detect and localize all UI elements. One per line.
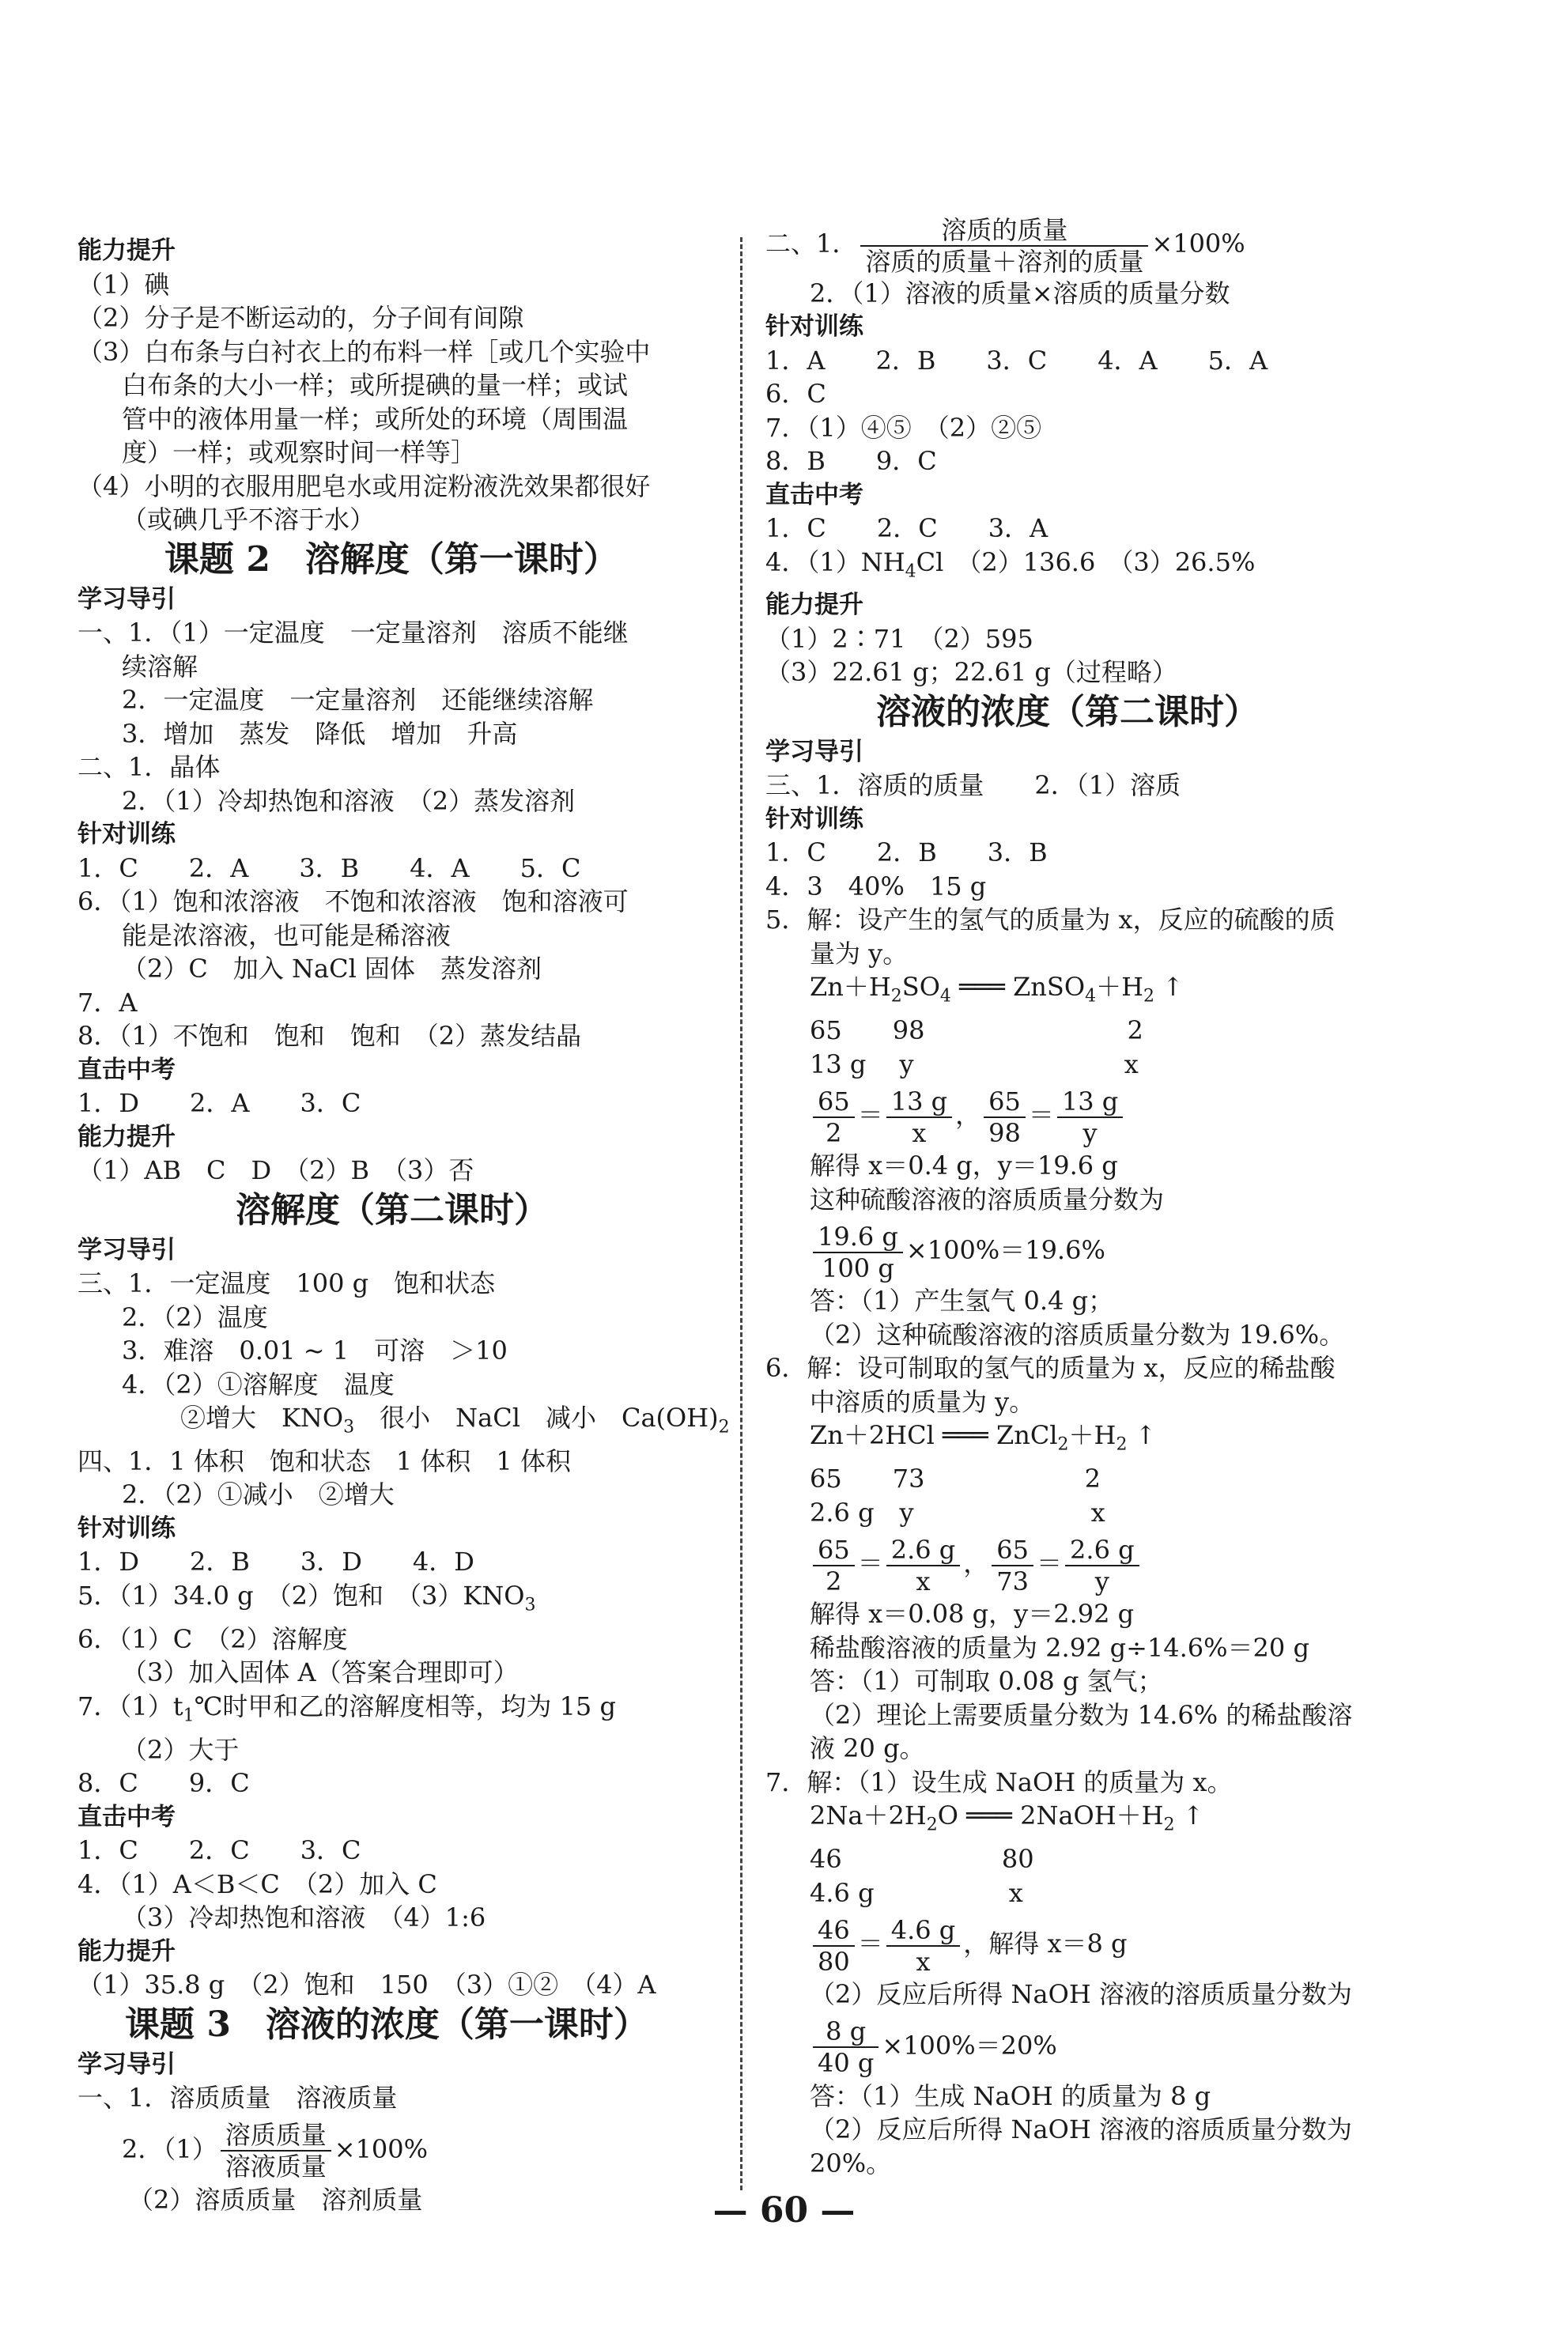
answer-line: 中溶质的质量为 y。 <box>810 1386 1035 1417</box>
lesson-title: 课题 2 溶解度（第一课时） <box>164 538 618 580</box>
answer-line: 续溶解 <box>122 651 198 682</box>
answer-line: 4．$(1)NH_4Cl$ （2）136.6 （3）26.5% <box>765 546 1256 581</box>
answer-line: 1．D 2．A 3．C <box>77 1088 361 1118</box>
section-heading: 直击中考 <box>77 1802 176 1831</box>
answer-line: 一、1．（1）一定温度 一定量溶剂 溶质不能继 <box>77 618 629 648</box>
answer-line: 46 80 <box>810 1844 1034 1875</box>
answer-line: 1．A 2．B 3．C 4．A 5．A <box>765 345 1268 376</box>
equation-line: $Zn+H_2SO_4$ ═══ $ZnSO_4+H_2$ ↑ <box>810 972 1184 1007</box>
fraction: $\frac{46}{80}$ <box>813 1915 855 1977</box>
answer-line: 能是浓溶液，也可能是稀溶液 <box>122 920 452 950</box>
answer-line: （3）加入固体 A（答案合理即可） <box>122 1657 519 1688</box>
answer-line: 3．难溶 0.01 ~ 1 可溶 ＞10 <box>122 1336 508 1366</box>
section-heading: 能力提升 <box>77 1122 176 1151</box>
section-heading: 能力提升 <box>77 236 176 265</box>
answer-line: （2）C 加入 NaCl 固体 蒸发溶剂 <box>122 954 542 984</box>
answer-line: 稀盐酸溶液的质量为 2.92 g÷14.6%＝20 g <box>810 1632 1309 1663</box>
answer-line: 答：（1）可制取 0.08 g 氢气； <box>810 1666 1163 1697</box>
answer-line: 20%。 <box>810 2148 892 2178</box>
fraction: $\frac{2.6 g}{x}$ <box>886 1535 961 1596</box>
answer-line: （2）这种硫酸溶液的溶质质量分数为 19.6%。 <box>810 1319 1345 1350</box>
answer-line: 1．D 2．B 3．D 4．D <box>77 1547 474 1577</box>
answer-line: 5．（1）34.0 g （2）饱和 $(3)KNO_3$ <box>77 1580 536 1615</box>
answer-line: 8．C 9．C <box>77 1768 250 1799</box>
fraction: $\frac{13 g}{y}$ <box>1057 1086 1123 1148</box>
answer-line: （4）小明的衣服用肥皂水或用淀粉液洗效果都很好 <box>77 470 651 501</box>
answer-line: 2．一定温度 一定量溶剂 还能继续溶解 <box>122 685 594 715</box>
answer-line: 管中的液体用量一样；或所处的环境（周围温 <box>122 403 629 434</box>
formula-line: $\frac{46}{80}$ ＝ $\frac{4.6 g}{x}$ ，解得 x＝8 g <box>765 1910 1477 1978</box>
answer-line: 13 g y x <box>810 1048 1139 1079</box>
formula-line: 二、1． $\frac{\text{溶质的质量}}{\text{溶质的质量＋溶剂的质量}}$ ×100% <box>765 214 1245 277</box>
section-heading: 直击中考 <box>77 1055 176 1084</box>
answer-line: 4．（1）A＜B＜C （2）加入 C <box>77 1868 437 1899</box>
section-heading: 针对训练 <box>77 1513 176 1543</box>
answer-line: 1．C 2．B 3．B <box>765 837 1048 868</box>
answer-line: （3）白布条与白衬衣上的布料一样［或几个实验中 <box>77 336 651 367</box>
answer-line: 6．解：设可制取的氢气的质量为 x，反应的稀盐酸 <box>765 1353 1336 1384</box>
answer-line: 三、1．溶质的质量 2．（1）溶质 <box>765 770 1181 801</box>
answer-line: 2.6 g y x <box>810 1497 1105 1528</box>
answer-line: 65 73 2 <box>810 1464 1101 1494</box>
right-column <box>765 214 1477 2180</box>
formula-line: $\frac{65}{2}$ ＝ $\frac{2.6 g}{x}$ ， $\frac{65}{73}$ ＝ $\frac{2.6 g}{y}$ <box>765 1529 1477 1597</box>
answer-line: 8．（1）不饱和 饱和 饱和 （2）蒸发结晶 <box>77 1021 582 1051</box>
answer-line: 度）一样；或观察时间一样等］ <box>122 437 477 467</box>
lesson-title: 溶液的浓度（第二课时） <box>876 691 1259 732</box>
answer-line: 3．增加 蒸发 降低 增加 升高 <box>122 718 518 749</box>
fraction: $\frac{\text{溶质的质量}}{\text{溶质的质量＋溶剂的质量}}$ <box>860 215 1148 277</box>
left-column <box>77 234 730 2216</box>
answer-line: 二、1．晶体 <box>77 752 221 782</box>
fraction: $\frac{\text{溶质质量}}{\text{溶液质量}}$ <box>221 2120 331 2182</box>
answer-line: 液 20 g。 <box>810 1733 925 1764</box>
answer-line: 8．B 9．C <box>765 446 937 476</box>
answer-line: （2）反应后所得 NaOH 溶液的溶质质量分数为 <box>810 2114 1352 2145</box>
fraction: $\frac{65}{2}$ <box>813 1086 855 1148</box>
formula-line: 2．（1） $\frac{\text{溶质质量}}{\text{溶液质量}}$ ×100% <box>122 2120 429 2182</box>
formula-line: $\frac{65}{2}$ ＝ $\frac{13 g}{x}$ ， $\frac{65}{98}$ ＝ $\frac{13 g}{y}$ <box>765 1081 1477 1149</box>
fraction: $\frac{65}{73}$ <box>992 1535 1033 1596</box>
answer-line: （2）分子是不断运动的，分子间有间隙 <box>77 303 524 333</box>
page-number: — 60 — <box>712 2190 856 2231</box>
answer-line: 7．解：（1）设生成 NaOH 的质量为 x。 <box>765 1766 1233 1797</box>
answer-line: （2）溶质质量 溶剂质量 <box>128 2184 423 2215</box>
fraction: $\frac{19.6 g}{100 g}$ <box>813 1222 903 1283</box>
answer-line: 三、1．一定温度 100 g 饱和状态 <box>77 1268 496 1298</box>
answer-line: 2．（2）温度 <box>122 1302 268 1332</box>
formula-line: $\frac{19.6 g}{100 g}$ ×100%＝19.6% <box>765 1216 1477 1284</box>
fraction: $\frac{65}{98}$ <box>984 1086 1026 1148</box>
answer-line: （3）22.61 g；22.61 g（过程略） <box>765 657 1177 688</box>
answer-line: 答：（1）产生氢气 0.4 g； <box>810 1286 1114 1317</box>
answer-line: （1）AB C D （2）B （3）否 <box>77 1155 474 1185</box>
section-heading: 能力提升 <box>77 1936 176 1966</box>
fraction: $\frac{65}{2}$ <box>813 1535 855 1596</box>
answer-line: 1．C 2．C 3．C <box>77 1835 361 1866</box>
lesson-title: 溶解度（第二课时） <box>236 1189 549 1230</box>
answer-line: 2．（2）①减小 ②增大 <box>122 1479 395 1510</box>
answer-line: （3）冷却热饱和溶液 （4）1:6 <box>122 1902 486 1933</box>
section-heading: 学习导引 <box>765 737 863 766</box>
answer-line: 一、1．溶质质量 溶液质量 <box>77 2083 398 2114</box>
section-heading: 学习导引 <box>77 2050 176 2079</box>
answer-line: 7．（1）④⑤ （2）②⑤ <box>765 412 1042 443</box>
section-heading: 针对训练 <box>765 312 863 341</box>
section-heading: 直击中考 <box>765 480 863 509</box>
answer-line: 解得 x＝0.4 g，y＝19.6 g <box>810 1150 1118 1181</box>
section-heading: 针对训练 <box>77 820 176 848</box>
answer-line: 4．（2）①溶解度 温度 <box>122 1369 395 1400</box>
answer-line: 6．C <box>765 379 826 409</box>
fraction: $\frac{2.6 g}{y}$ <box>1065 1535 1139 1596</box>
fraction: $\frac{8 g}{40 g}$ <box>813 2016 878 2078</box>
answer-line: 65 98 2 <box>810 1015 1143 1046</box>
fraction: $\frac{4.6 g}{x}$ <box>886 1915 961 1977</box>
lesson-title: 课题 3 溶液的浓度（第一课时） <box>125 2004 648 2045</box>
answer-line: 4．3 40% 15 g <box>765 871 987 901</box>
answer-line: 7．$(1)t_1℃$时甲和乙的溶解度相等，均为 15 g <box>77 1691 616 1726</box>
answer-line: 答：（1）生成 NaOH 的质量为 8 g <box>810 2080 1211 2111</box>
answer-line: 6．（1）饱和浓溶液 不饱和浓溶液 饱和溶液可 <box>77 886 629 916</box>
answer-line: 2．（1）溶液的质量×溶质的质量分数 <box>810 278 1230 308</box>
answer-line: （1）2∶71 （2）595 <box>765 623 1033 654</box>
section-heading: 针对训练 <box>765 804 863 833</box>
answer-line: 7．A <box>77 987 138 1018</box>
answer-line: （2）理论上需要质量分数为 14.6% 的稀盐酸溶 <box>810 1699 1353 1730</box>
answer-line: 6．（1）C （2）溶解度 <box>77 1623 348 1654</box>
answer-line: （2）反应后所得 NaOH 溶液的溶质质量分数为 <box>810 1979 1352 2010</box>
answer-line: 白布条的大小一样；或所提碘的量一样；或试 <box>122 370 629 400</box>
section-heading: 能力提升 <box>765 591 863 620</box>
answer-line: 1．C 2．C 3．A <box>765 513 1048 543</box>
answer-line: ②增大 $KNO_3$ 很小 NaCl 减小 $Ca(OH)_2$ <box>180 1403 730 1438</box>
formula-line: $\frac{8 g}{40 g}$ ×100%＝20% <box>765 2012 1477 2080</box>
section-heading: 学习导引 <box>77 584 176 614</box>
answer-line: （1）碘 <box>77 269 170 300</box>
answer-line: （1）35.8 g （2）饱和 150 （3）①② （4）A <box>77 1970 656 2001</box>
answer-line: 4.6 g x <box>810 1877 1023 1908</box>
answer-line: 5．解：设产生的氢气的质量为 x，反应的硫酸的质 <box>765 905 1336 935</box>
answer-line: 四、1．1 体积 饱和状态 1 体积 1 体积 <box>77 1445 571 1476</box>
answer-line: 量为 y。 <box>810 938 909 969</box>
equation-line: $2Na+2H_2O$ ═══ $2NaOH+H_2$ ↑ <box>810 1800 1204 1835</box>
answer-line: 2．（1）冷却热饱和溶液 （2）蒸发溶剂 <box>122 785 576 816</box>
answer-line: 这种硫酸溶液的溶质质量分数为 <box>810 1184 1165 1215</box>
answer-line: 解得 x＝0.08 g，y＝2.92 g <box>810 1599 1135 1630</box>
answer-line: （2）大于 <box>122 1734 240 1765</box>
equation-line: Zn＋2HCl ═══ $ZnCl_2+H_2$ ↑ <box>810 1420 1157 1455</box>
answer-line: （或碘几乎不溶于水） <box>122 504 376 535</box>
column-divider <box>740 237 742 2190</box>
section-heading: 学习导引 <box>77 1235 176 1264</box>
answer-line: 1．C 2．A 3．B 4．A 5．C <box>77 852 581 883</box>
fraction: $\frac{13 g}{x}$ <box>886 1086 952 1148</box>
